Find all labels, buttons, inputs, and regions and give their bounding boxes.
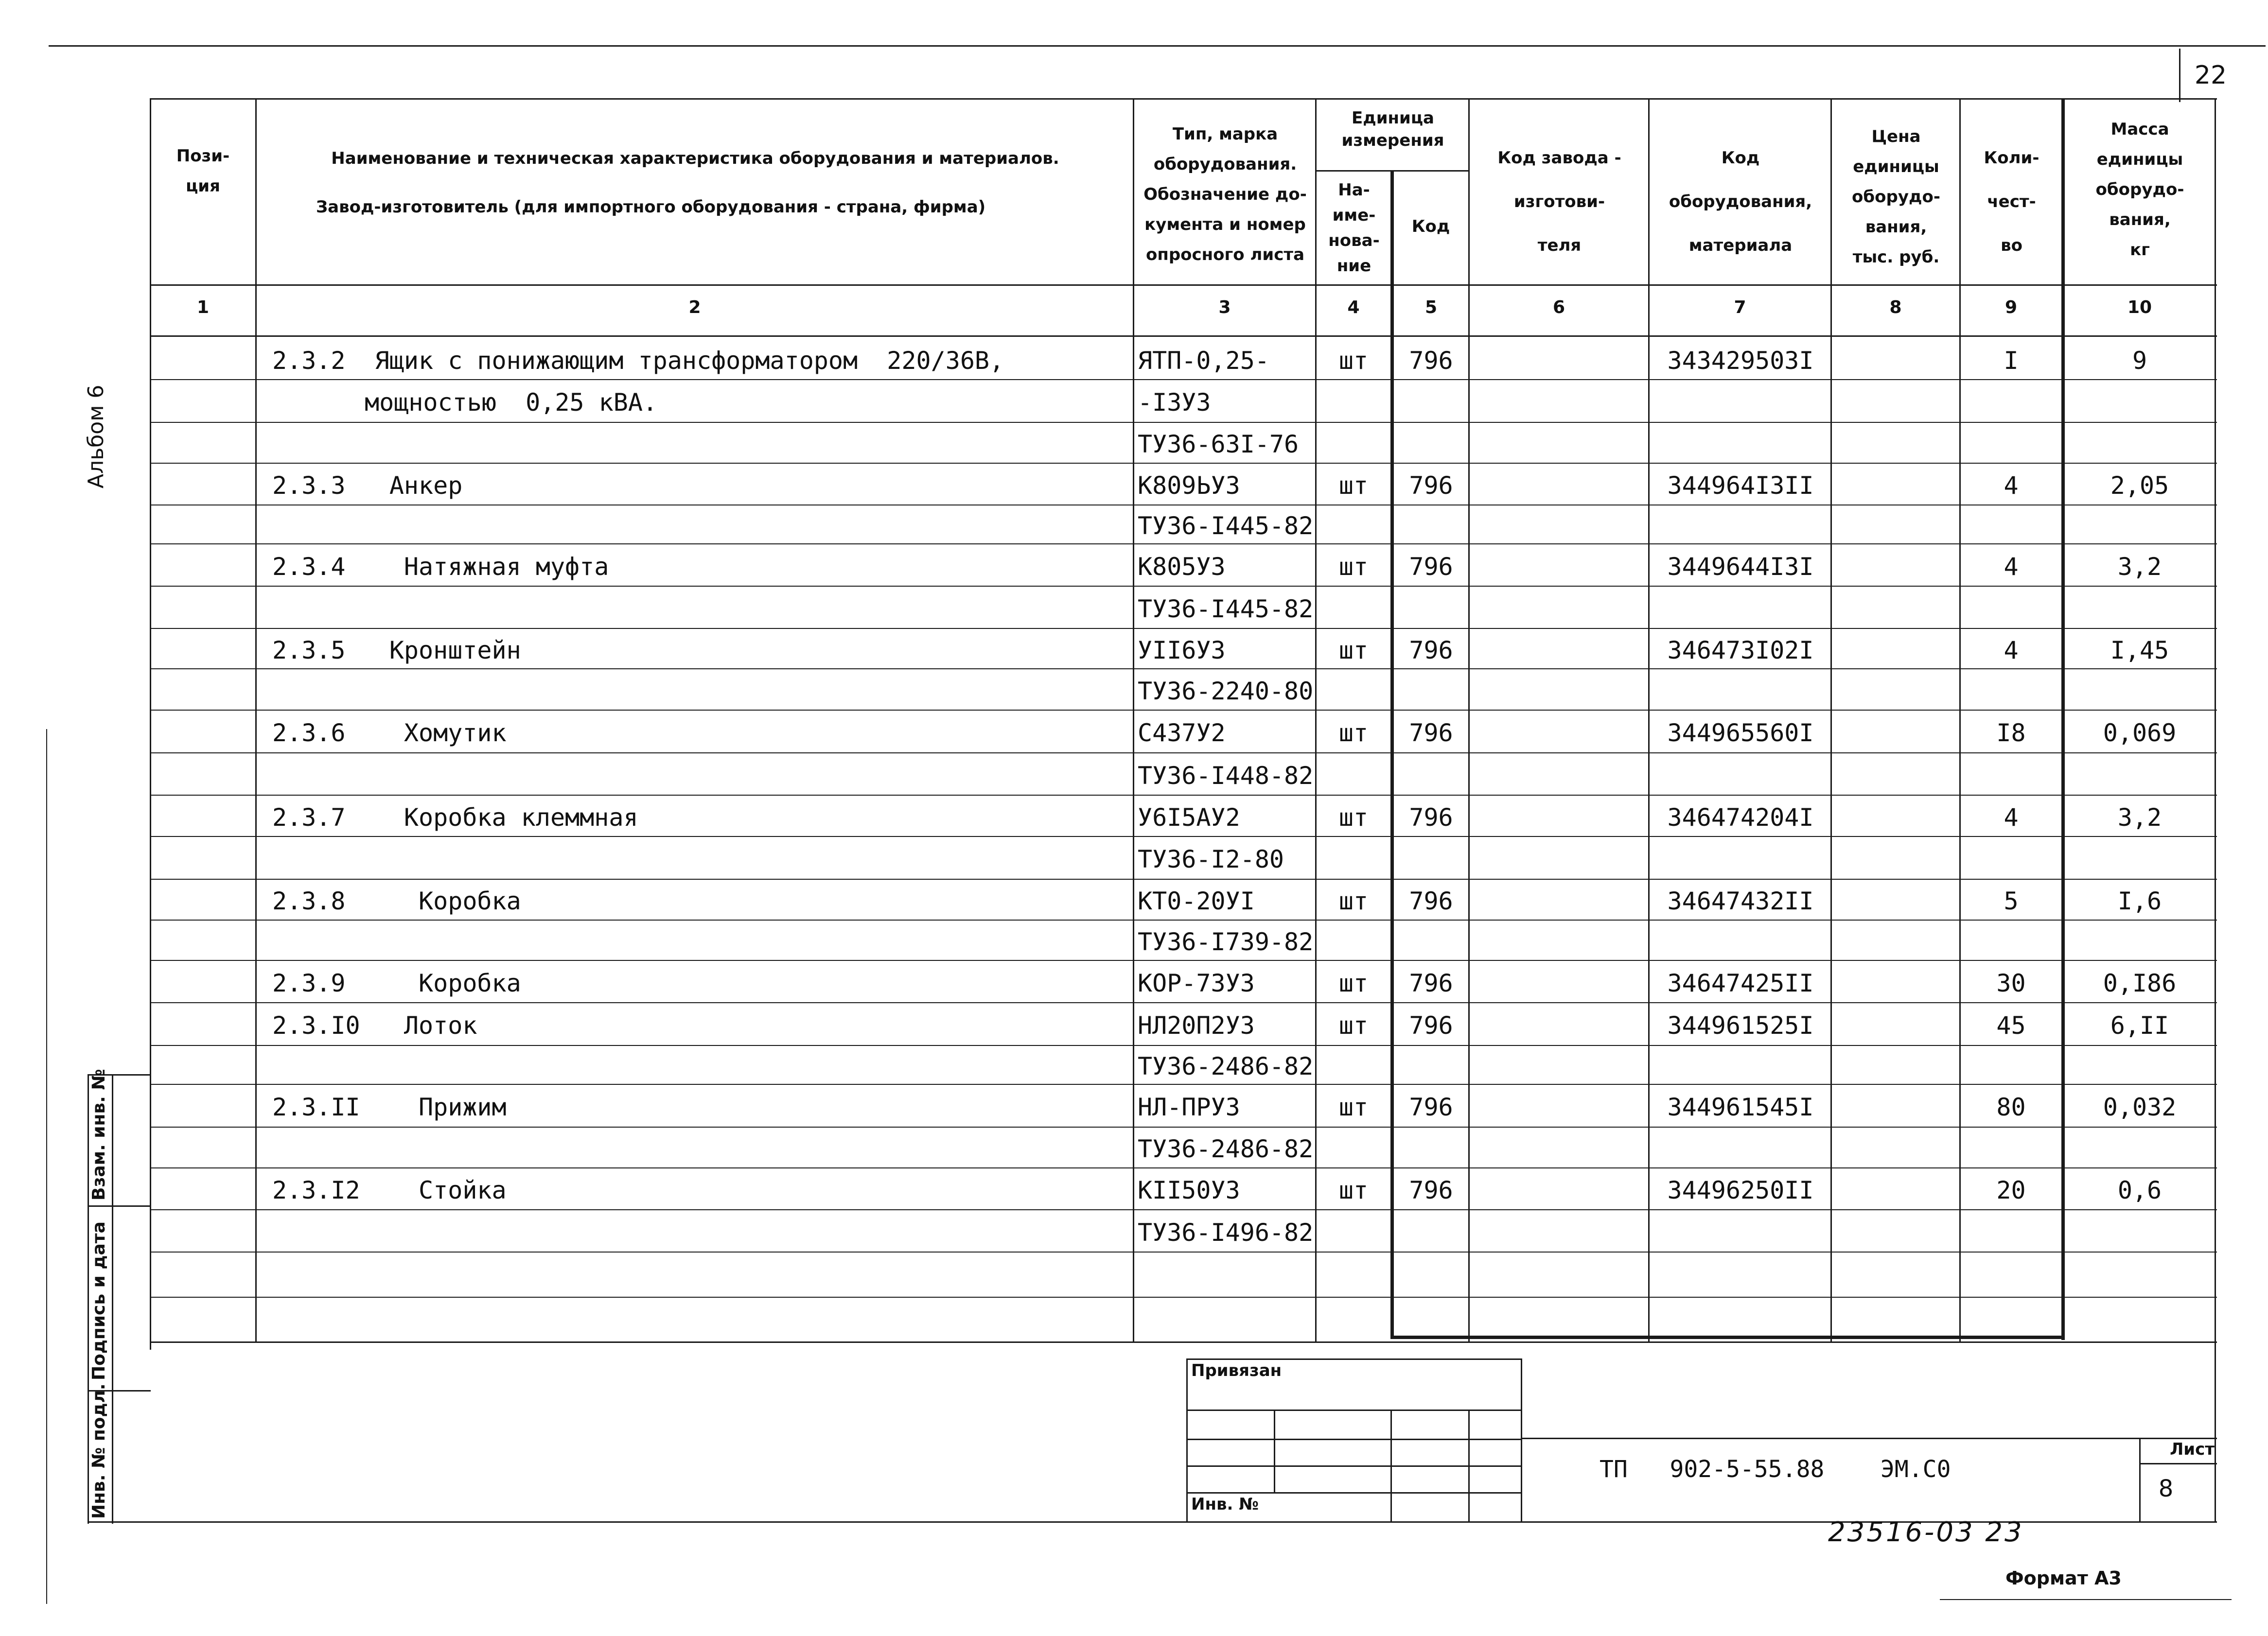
table-bottom-line — [151, 1341, 2217, 1343]
cell-code: 796 — [1409, 803, 1453, 832]
sheet-number: 8 — [2158, 1475, 2174, 1502]
colnum-2: 2 — [688, 297, 701, 317]
side-strip-bottom — [88, 1521, 151, 1523]
cell-name: 2.3.5 Кронштейн — [272, 636, 521, 664]
cell-code: 796 — [1409, 887, 1453, 915]
cell-code: 796 — [1409, 346, 1453, 375]
stamp-inv-no: Инв. № — [1191, 1495, 1259, 1514]
cell-type: КII50У3 — [1138, 1176, 1240, 1204]
header-col9: Коли- чест- во — [1984, 148, 2039, 255]
stamp-row1 — [1186, 1410, 1522, 1411]
cell-type: ТУ36-I445-82 — [1138, 594, 1314, 623]
cell-unit: шт — [1338, 636, 1369, 664]
colnum-4: 4 — [1347, 297, 1360, 317]
cell-equip-code: 346474204I — [1667, 803, 1814, 832]
cell-unit: шт — [1338, 719, 1369, 747]
vzam-inv-label: Взам. инв. № — [89, 1069, 109, 1201]
row-separator — [151, 710, 2217, 711]
header-bottom-line — [151, 284, 2217, 286]
cell-type: КОР-73У3 — [1138, 969, 1255, 997]
stamp-col3 — [1468, 1410, 1470, 1521]
cell-equip-code: 34496250II — [1667, 1176, 1814, 1204]
colnum-8: 8 — [1889, 297, 1902, 317]
cell-type: ТУ36-2240-80 — [1138, 677, 1314, 705]
cell-unit: шт — [1338, 346, 1369, 375]
cell-code: 796 — [1409, 1011, 1453, 1040]
cell-unit: шт — [1338, 471, 1369, 500]
header-col7: Код оборудования, материала — [1669, 148, 1812, 255]
cell-type: С437У2 — [1138, 719, 1226, 747]
row-separator — [151, 1045, 2217, 1046]
page-number: 22 — [2194, 61, 2227, 90]
inv-podl-label: Инв. № подл. — [89, 1383, 109, 1519]
cell-name: 2.3.I0 Лоток — [272, 1011, 477, 1040]
row-separator — [151, 752, 2217, 753]
cell-type: ТУ36-2486-82 — [1138, 1135, 1314, 1163]
row-separator — [151, 668, 2217, 669]
thick-bottom-bracket — [1390, 1336, 2065, 1339]
cell-name: 2.3.9 Коробка — [272, 969, 521, 997]
footer-line — [1940, 1599, 2232, 1600]
cell-equip-code: 343429503I — [1667, 346, 1814, 375]
column-number-row-line — [151, 335, 2217, 337]
cell-qty: 80 — [1996, 1093, 2026, 1121]
cell-mass: 3,2 — [2117, 803, 2162, 832]
cell-unit: шт — [1338, 887, 1369, 915]
header-col6: Код завода - изготови- теля — [1497, 148, 1621, 255]
cell-equip-code: 344965560I — [1667, 719, 1814, 747]
row-separator — [151, 1167, 2217, 1168]
col-divider-6-7 — [1648, 98, 1650, 1342]
side-strip-sep1 — [88, 1205, 151, 1207]
cell-qty: I — [2004, 346, 2019, 375]
cell-equip-code: 344964I3II — [1667, 471, 1814, 500]
cell-code: 796 — [1409, 1093, 1453, 1121]
cell-mass: 9 — [2132, 346, 2147, 375]
col-divider-7-8 — [1830, 98, 1832, 1342]
row-separator — [151, 379, 2217, 380]
row-separator — [151, 543, 2217, 544]
cell-name: 2.3.4 Натяжная муфта — [272, 552, 609, 581]
row-separator — [151, 586, 2217, 587]
cell-code: 796 — [1409, 636, 1453, 664]
cell-type: -I3У3 — [1138, 388, 1211, 417]
cell-unit: шт — [1338, 552, 1369, 581]
cell-equip-code: 34647425II — [1667, 969, 1814, 997]
cell-type: НЛ-ПРУ3 — [1138, 1093, 1240, 1121]
cell-type: УII6У3 — [1138, 636, 1226, 664]
cell-mass: 6,II — [2110, 1011, 2169, 1040]
cell-mass: 2,05 — [2110, 471, 2169, 500]
col-divider-4-5 — [1390, 170, 1394, 1339]
cell-code: 796 — [1409, 969, 1453, 997]
table-right-border — [2215, 98, 2216, 1350]
colnum-5: 5 — [1424, 297, 1438, 317]
header-col5: Код — [1411, 217, 1450, 236]
cell-qty: 5 — [2004, 887, 2019, 915]
cell-name: 2.3.2 Ящик с понижающим трансформатором 220/36В, — [272, 346, 1004, 375]
row-separator — [151, 879, 2217, 880]
cell-type: НЛ20П2У3 — [1138, 1011, 1255, 1040]
cell-mass: 0,032 — [2103, 1093, 2177, 1121]
table-left-border — [150, 98, 151, 1350]
col-divider-5-6 — [1468, 98, 1470, 1342]
cell-type: ТУ36-2486-82 — [1138, 1052, 1314, 1080]
cell-type: ТУ36-I739-82 — [1138, 927, 1314, 956]
cell-type: У6I5АУ2 — [1138, 803, 1240, 832]
format-label: Формат А3 — [2005, 1567, 2122, 1589]
cell-equip-code: 344961525I — [1667, 1011, 1814, 1040]
podpis-data-label: Подпись и дата — [89, 1221, 109, 1380]
cell-qty: 4 — [2004, 552, 2019, 581]
colnum-9: 9 — [2004, 297, 2018, 317]
title-block-top — [1522, 1438, 2217, 1439]
cell-qty: 4 — [2004, 471, 2019, 500]
cell-unit: шт — [1338, 803, 1369, 832]
cell-type: КТ0-20УI — [1138, 887, 1255, 915]
cell-qty: 20 — [1996, 1176, 2026, 1204]
cell-qty: 45 — [1996, 1011, 2026, 1040]
frame-right-line — [2215, 1341, 2216, 1523]
document-code: ТП 902-5-55.88 ЭМ.С0 — [1600, 1456, 1951, 1483]
stamp-col1 — [1274, 1410, 1275, 1492]
col-divider-2-3 — [1133, 98, 1134, 1342]
cell-name: 2.3.I2 Стойка — [272, 1176, 507, 1204]
cell-equip-code: 344961545I — [1667, 1093, 1814, 1121]
stamp-col2 — [1390, 1410, 1392, 1521]
stamp-privyazan: Привязан — [1191, 1361, 1282, 1380]
row-separator — [151, 1209, 2217, 1210]
row-separator — [151, 1002, 2217, 1003]
page-number-box-border — [2179, 49, 2180, 102]
cell-equip-code: 346473I02I — [1667, 636, 1814, 664]
header-unit-group: Единица измерения — [1341, 108, 1444, 150]
cell-qty: 30 — [1996, 969, 2026, 997]
header-col8: Цена единицы оборудо- вания, тыс. руб. — [1852, 127, 1940, 267]
cell-type: ТУ36-I496-82 — [1138, 1218, 1314, 1247]
sheet-label: Лист — [2170, 1440, 2215, 1459]
row-separator — [151, 1084, 2217, 1085]
stamp-row3 — [1186, 1465, 1522, 1467]
table-top-border — [151, 98, 2217, 100]
side-strip-mid — [112, 1074, 113, 1524]
header-col4: На- име- нова- ние — [1328, 180, 1380, 276]
album-label: Альбом 6 — [84, 384, 108, 488]
cell-type: ТУ36-I448-82 — [1138, 761, 1314, 790]
cell-unit: шт — [1338, 969, 1369, 997]
handwritten-number: 23516-03 23 — [1828, 1516, 2024, 1548]
header-col2-line1: Наименование и техническая характеристика оборудования и материалов. — [331, 149, 1059, 168]
stamp-row2 — [1186, 1439, 1522, 1440]
cell-type: К809ЬУ3 — [1138, 471, 1240, 500]
cell-name: 2.3.6 Хомутик — [272, 719, 507, 747]
cell-name: 2.3.II Прижим — [272, 1093, 507, 1121]
header-col2-line2: Завод-изготовитель (для импортного оборудования - страна, фирма) — [316, 197, 986, 217]
row-separator — [151, 463, 2217, 464]
cell-qty: 4 — [2004, 636, 2019, 664]
left-margin-line — [46, 729, 47, 1604]
cell-mass: I,45 — [2110, 636, 2169, 664]
cell-type: ТУ36-63I-76 — [1138, 430, 1299, 458]
cell-qty: 4 — [2004, 803, 2019, 832]
cell-mass: 3,2 — [2117, 552, 2162, 581]
cell-name: 2.3.7 Коробка клеммная — [272, 803, 638, 832]
colnum-10: 10 — [2127, 297, 2152, 317]
cell-code: 796 — [1409, 471, 1453, 500]
colnum-3: 3 — [1218, 297, 1231, 317]
colnum-6: 6 — [1552, 297, 1565, 317]
cell-mass: 0,6 — [2117, 1176, 2162, 1204]
cell-mass: I,6 — [2117, 887, 2162, 915]
row-separator — [151, 628, 2217, 629]
cell-unit: шт — [1338, 1176, 1369, 1204]
sheet-box-sep — [2139, 1463, 2217, 1464]
cell-unit: шт — [1338, 1011, 1369, 1040]
col-divider-1-2 — [255, 98, 257, 1342]
colnum-1: 1 — [196, 297, 210, 317]
cell-type: ТУ36-I2-80 — [1138, 845, 1284, 873]
cell-code: 796 — [1409, 719, 1453, 747]
cell-code: 796 — [1409, 1176, 1453, 1204]
col-divider-9-10 — [2061, 98, 2065, 1340]
sheet-box-left — [2139, 1438, 2141, 1523]
top-frame-line — [49, 45, 2266, 47]
cell-equip-code: 34647432II — [1667, 887, 1814, 915]
cell-name: мощностью 0,25 кВА. — [365, 388, 658, 417]
row-separator — [151, 920, 2217, 921]
header-col3: Тип, марка оборудования. Обозначение до- кумента и номер опросного листа — [1143, 124, 1307, 264]
cell-mass: 0,069 — [2103, 719, 2177, 747]
cell-type: ЯТП-0,25- — [1138, 346, 1269, 375]
header-col10: Масса единицы оборудо- вания, кг — [2095, 120, 2184, 260]
colnum-7: 7 — [1734, 297, 1746, 317]
cell-name: 2.3.8 Коробка — [272, 887, 521, 915]
cell-type: К805У3 — [1138, 552, 1226, 581]
row-separator — [151, 1297, 2217, 1298]
cell-qty: I8 — [1996, 719, 2026, 747]
stamp-row4 — [1186, 1492, 1522, 1494]
row-separator — [151, 960, 2217, 961]
cell-unit: шт — [1338, 1093, 1369, 1121]
cell-equip-code: 3449644I3I — [1667, 552, 1814, 581]
header-col1: Пози- ция — [176, 146, 230, 196]
stamp-top — [1186, 1358, 1522, 1360]
unit-group-divider — [1315, 170, 1468, 172]
row-separator — [151, 422, 2217, 423]
row-separator — [151, 1252, 2217, 1253]
cell-type: ТУ36-I445-82 — [1138, 512, 1314, 540]
cell-mass: 0,I86 — [2103, 969, 2177, 997]
cell-code: 796 — [1409, 552, 1453, 581]
cell-name: 2.3.3 Анкер — [272, 471, 463, 500]
row-separator — [151, 836, 2217, 837]
row-separator — [151, 1127, 2217, 1128]
row-separator — [151, 795, 2217, 796]
